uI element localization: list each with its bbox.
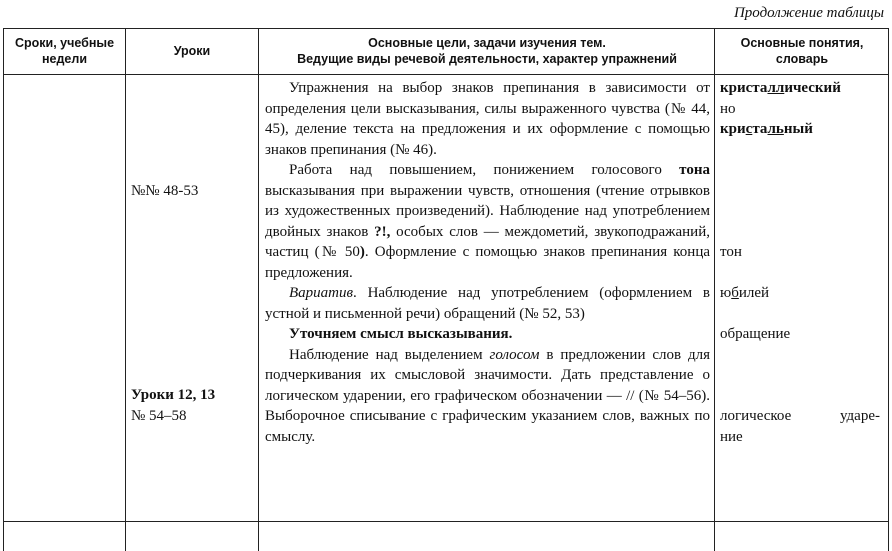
- vocab-w5-a: ю: [720, 285, 732, 301]
- vocab-w3-b: та: [752, 121, 768, 137]
- column-border-2: [258, 28, 259, 551]
- paragraph-section-title: Уточняем смысл высказывания.: [289, 326, 513, 342]
- vocab-w7-a: логическое: [720, 408, 792, 424]
- vocab-but: но: [720, 101, 736, 117]
- header-terms: Сроки, учебные недели: [14, 36, 115, 66]
- p2-keyword-tone: тона: [679, 162, 710, 178]
- vocab-w1-a: криста: [720, 80, 768, 96]
- vocab-w3-underlined-2: ль: [767, 121, 784, 137]
- p5-voice-italic: голосом: [489, 346, 540, 363]
- lesson-numbers-54-58: № 54–58: [131, 408, 187, 424]
- header-lessons: Уроки: [173, 44, 211, 58]
- vocab-tone: тон: [720, 244, 742, 260]
- p2-text-c: особых слов — междометий, звукоподражаний, частиц (№ 50: [265, 223, 710, 260]
- header-goals-line1: Основные цели, задачи изучения тем.: [368, 36, 606, 50]
- lesson-numbers-48-53: №№ 48-53: [131, 183, 199, 199]
- p3-variative-label: Вариатив: [289, 285, 354, 301]
- p2-double-marks: ?!,: [374, 223, 391, 240]
- p3-text: . Наблюдение над употреблением (оформлением в устной и письменной речи) обращений (№ 52, 53): [265, 285, 710, 322]
- table-continuation-caption: Продолжение таблицы: [733, 5, 884, 21]
- paragraph-punctuation-exercises: Упражнения на выбор знаков препинания в зависимости от определения цели высказывания, силы выраженного чувства (№ 44, 45), деление текста на предложения и их оформление с помощью знаков препинания (№ 46).: [265, 80, 710, 158]
- vocab-w3-a: кри: [720, 121, 746, 137]
- goals-cell: [265, 78, 710, 447]
- vocab-crystal: [720, 119, 813, 140]
- lessons-12-13-title: Уроки 12, 13: [131, 387, 216, 403]
- vocab-logical-stress: [720, 406, 880, 447]
- vocab-w3-underlined-1: с: [745, 121, 753, 137]
- p2-paren: ): [359, 244, 365, 260]
- header-vocabulary: Основные понятия, словарь: [740, 36, 864, 66]
- table-top-border: [3, 28, 889, 29]
- vocab-w7-c: ние: [720, 428, 743, 445]
- vocab-w7-b: ударе-: [840, 408, 880, 424]
- vocab-w1-underlined: лл: [767, 80, 785, 96]
- header-bottom-border: [3, 74, 889, 75]
- vocab-w5-b: илей: [738, 285, 770, 301]
- p2-text-b: высказывания при выражении чувств, отношения (чтение отрывков из художественных произведений). Наблюдение над употреблением двойных знаков: [265, 182, 710, 240]
- p2-text-a: Работа над повышением, понижением голосового: [289, 162, 680, 178]
- vocab-w5-underlined: б: [731, 285, 739, 301]
- vocab-crystalline: [720, 78, 841, 99]
- vocab-w3-c: ный: [783, 121, 813, 137]
- p5-text-b: в предложении слов для подчеркивания их смысловой значимости. Дать представление о логическом ударении, его графическом обозначении — // (№ 54–56). Выборочное списывание с графическим указанием слов, важных по смыслу.: [265, 346, 710, 445]
- paragraph-logical-stress: [265, 345, 710, 448]
- paragraph-voice-tone: [265, 160, 710, 283]
- header-goals: [264, 35, 710, 67]
- row-bottom-border: [3, 521, 889, 522]
- p5-text-a: Наблюдение над выделением: [289, 346, 490, 363]
- column-border-left: [3, 28, 4, 551]
- column-border-1: [125, 28, 126, 551]
- p2-text-d: . Оформление с помощью знаков препинания конца предложения.: [265, 244, 711, 281]
- vocab-logical-stress-line1: [720, 406, 880, 427]
- column-border-right: [888, 28, 889, 551]
- vocab-w1-b: ический: [784, 80, 841, 96]
- header-goals-line2: Ведущие виды речевой деятельности, характер упражнений: [297, 52, 677, 66]
- vocab-address: обращение: [720, 326, 791, 342]
- vocab-jubilee: [720, 283, 769, 304]
- column-border-3: [714, 28, 715, 551]
- paragraph-variative: [265, 283, 710, 324]
